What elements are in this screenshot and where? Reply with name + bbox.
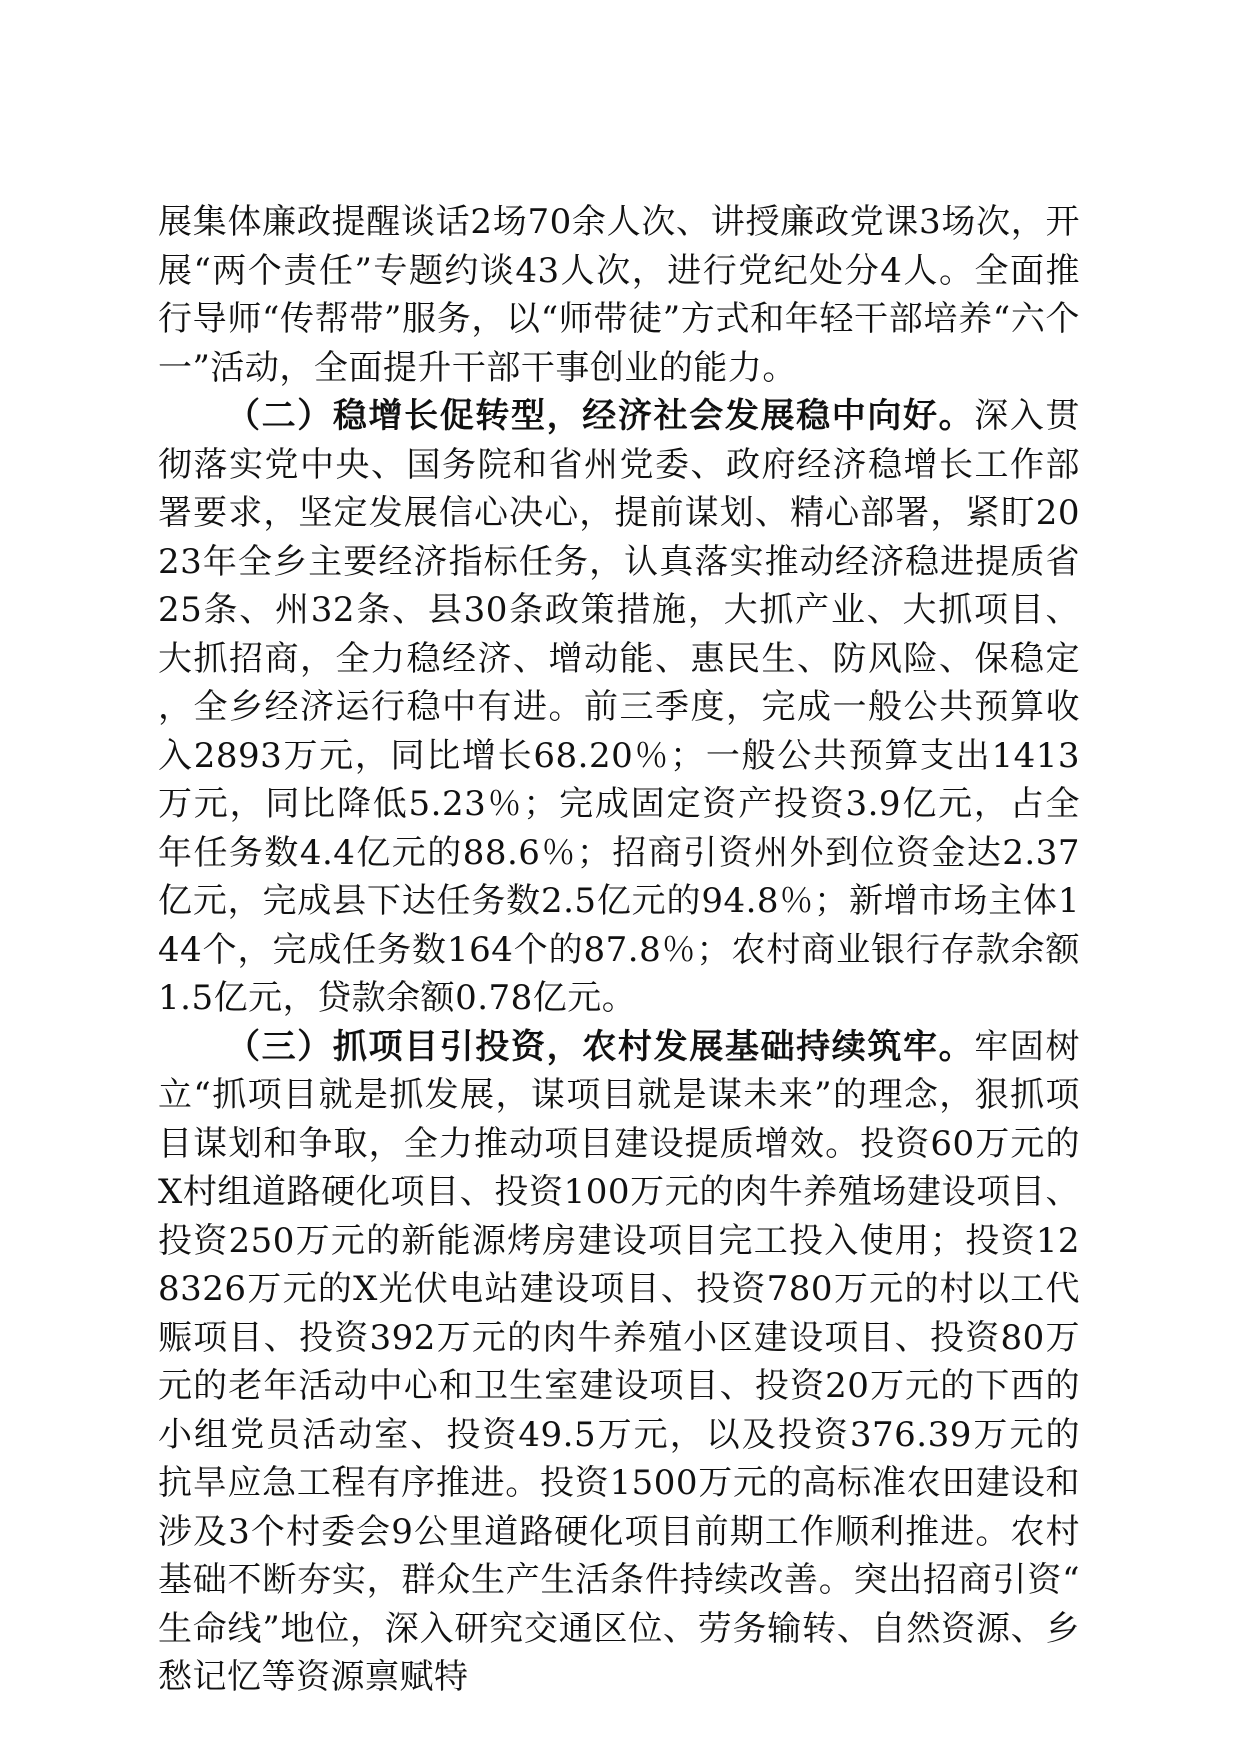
paragraph-3-text: 牢固树立“抓项目就是抓发展，谋项目就是谋未来”的理念，狠抓项目谋划和争取，全力推动项目建设提质增效。投资60万元的X村组道路硬化项目、投资100万元的肉牛养殖场建设项目、投资250万元的新能源烤房建设项目完工投入使用；投资128326万元的X光伏电站建设项目、投资780万元的村以工代赈项目、投资392万元的肉牛养殖小区建设项目、投资80万元的老年活动中心和卫生室建设项目、投资20万元的下西的小组党员活动室、投资49.5万元，以及投资376.39万元的抗旱应急工程有序推进。投资1500万元的高标准农田建设和涉及3个村委会9公里道路硬化项目前期工作顺利推进。农村基础不断夯实，群众生产生活条件持续改善。突出招商引资“生命线”地位，深入研究交通区位、劳务输转、自然资源、乡愁记忆等资源禀赋特 bbox=[158, 1026, 1081, 1697]
section-heading-3: （三）抓项目引投资，农村发展基础持续筑牢。 bbox=[226, 1026, 975, 1067]
paragraph-2-text: 深入贯彻落实党中央、国务院和省州党委、政府经济稳增长工作部署要求，坚定发展信心决心，提前谋划、精心部署，紧盯2023年全乡主要经济指标任务，认真落实推动经济稳进提质省25条、州32条、县30条政策措施，大抓产业、大抓项目、大抓招商，全力稳经济、增动能、惠民生、防风险、保稳定，全乡经济运行稳中有进。前三季度，完成一般公共预算收入2893万元，同比增长68.20％；一般公共预算支出1413万元，同比降低5.23％；完成固定资产投资3.9亿元，占全年任务数4.4亿元的88.6％；招商引资州外到位资金达2.37亿元，完成县下达任务数2.5亿元的94.8％；新增市场主体144个，完成任务数164个的87.8％；农村商业银行存款余额1.5亿元，贷款余额0.78亿元。 bbox=[158, 396, 1081, 1018]
document-body bbox=[158, 198, 1080, 1702]
paragraph-1-text: 展集体廉政提醒谈话2场70余人次、讲授廉政党课3场次，开展“两个责任”专题约谈43人次，进行党纪处分4人。全面推行导师“传帮带”服务，以“师带徒”方式和年轻干部培养“六个一”活动，全面提升干部干事创业的能力。 bbox=[158, 202, 1080, 388]
paragraph-3 bbox=[158, 1023, 1080, 1702]
paragraph-1 bbox=[158, 198, 1080, 392]
section-heading-2: （二）稳增长促转型，经济社会发展稳中向好。 bbox=[226, 396, 975, 436]
paragraph-2 bbox=[158, 392, 1080, 1023]
